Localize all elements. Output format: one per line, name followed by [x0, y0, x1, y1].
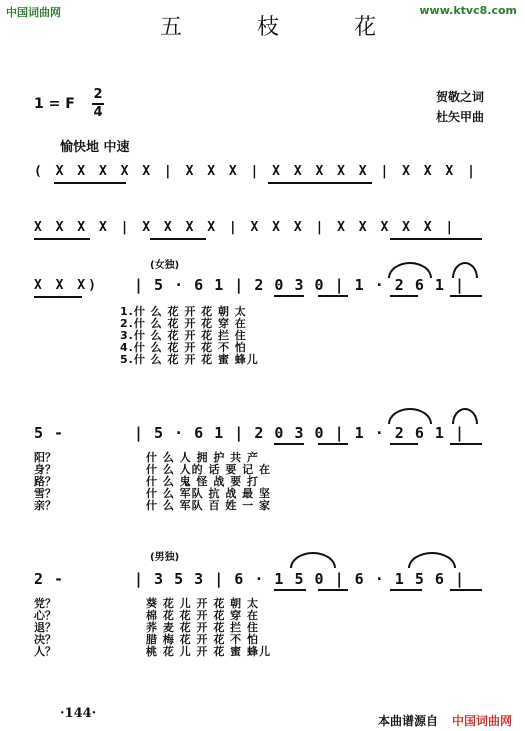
lead-lyric: 人？: [34, 645, 56, 658]
intro-line-2: X X X X | X X X X | X X X | X X X X X |: [34, 220, 457, 235]
verse2-lyric-line: 什 么 人 拥 护 共 产: [146, 451, 259, 464]
verse2-notes: | 5 · 6 1 | 2 0 3 0 | 1 · 2 6 1 |: [134, 424, 466, 442]
lead-lyric: 亲？: [34, 499, 56, 512]
verse3-lyric-line: 荞 麦 花 开 花 拦 住: [146, 621, 259, 634]
female-solo-label: (女独): [150, 260, 180, 271]
song-title: 五 枝 花: [160, 15, 410, 40]
intro-line-1: ( X X X X X | X X X | X X X X X | X X X |: [34, 164, 478, 179]
verse2-lyric-line: 什 么 人的 话 要 记 在: [146, 463, 271, 476]
tempo-marking: 愉快地 中速: [60, 140, 130, 155]
verse3-lyric-line: 棉 花 花 开 花 穿 在: [146, 609, 259, 622]
verse3-lyric-line: 桃 花 儿 开 花 蜜 蜂儿: [146, 645, 271, 658]
lead-lyric: 身？: [34, 463, 56, 476]
verse3-lead-lyrics: [34, 598, 56, 658]
page-number: ·144·: [60, 706, 97, 721]
verse2-lyrics: [146, 452, 271, 512]
verse3-lyrics: [146, 598, 271, 658]
footer-source: 本曲谱源自: [378, 714, 439, 728]
verse1-lyric-line: 5.什 么 花 开 花 蜜 蜂儿: [120, 353, 259, 366]
verse2-lead-lyrics: [34, 452, 56, 512]
verse1-lyric-line: 3.什 么 花 开 花 拦 住: [120, 329, 247, 342]
verse1-lyrics: [120, 306, 259, 366]
watermark-left: 中国词曲网: [6, 6, 61, 19]
lead-lyric: 退？: [34, 621, 56, 634]
verse3-notes: | 3 5 3 | 6 · 1 5 0 | 6 · 1 5 6 |: [134, 570, 466, 588]
verse1-lyric-line: 4.什 么 花 开 花 不 怕: [120, 341, 247, 354]
lead-lyric: 党？: [34, 597, 56, 610]
key-signature: 1 = F: [34, 96, 75, 112]
verse3-lead-notes: 2 -: [34, 570, 65, 588]
intro-line-3: X X X): [34, 278, 99, 293]
verse2-lyric-line: 什 么 军队 百 姓 一 家: [146, 499, 271, 512]
male-solo-label: (男独): [150, 552, 180, 563]
verse1-lyric-line: 2.什 么 花 开 花 穿 在: [120, 317, 247, 330]
lead-lyric: 路？: [34, 475, 56, 488]
verse2-lyric-line: 什 么 军队 抗 战 最 坚: [146, 487, 271, 500]
verse3-lyric-line: 葵 花 儿 开 花 朝 太: [146, 597, 259, 610]
meter-top: 2: [93, 87, 103, 102]
composer: 杜矢甲曲: [436, 110, 485, 124]
lead-lyric: 雪？: [34, 487, 56, 500]
lead-lyric: 心？: [34, 609, 56, 622]
watermark-right: www.ktvc8.com: [419, 4, 517, 17]
verse1-lyric-line: 1.什 么 花 开 花 朝 太: [120, 305, 247, 318]
verse2-lead-notes: 5 -: [34, 424, 65, 442]
verse1-notes: | 5 · 6 1 | 2 0 3 0 | 1 · 2 6 1 |: [134, 276, 466, 294]
verse2-lyric-line: 什 么 鬼 怪 战 要 打: [146, 475, 259, 488]
verse3-lyric-line: 腊 梅 花 开 花 不 怕: [146, 633, 259, 646]
footer-brand: 中国词曲网: [452, 714, 513, 728]
lead-lyric: 阳？: [34, 451, 56, 464]
lead-lyric: 决？: [34, 633, 56, 646]
time-signature: [92, 88, 104, 120]
meter-bottom: 4: [93, 105, 103, 120]
lyricist: 贺敬之词: [436, 90, 485, 104]
